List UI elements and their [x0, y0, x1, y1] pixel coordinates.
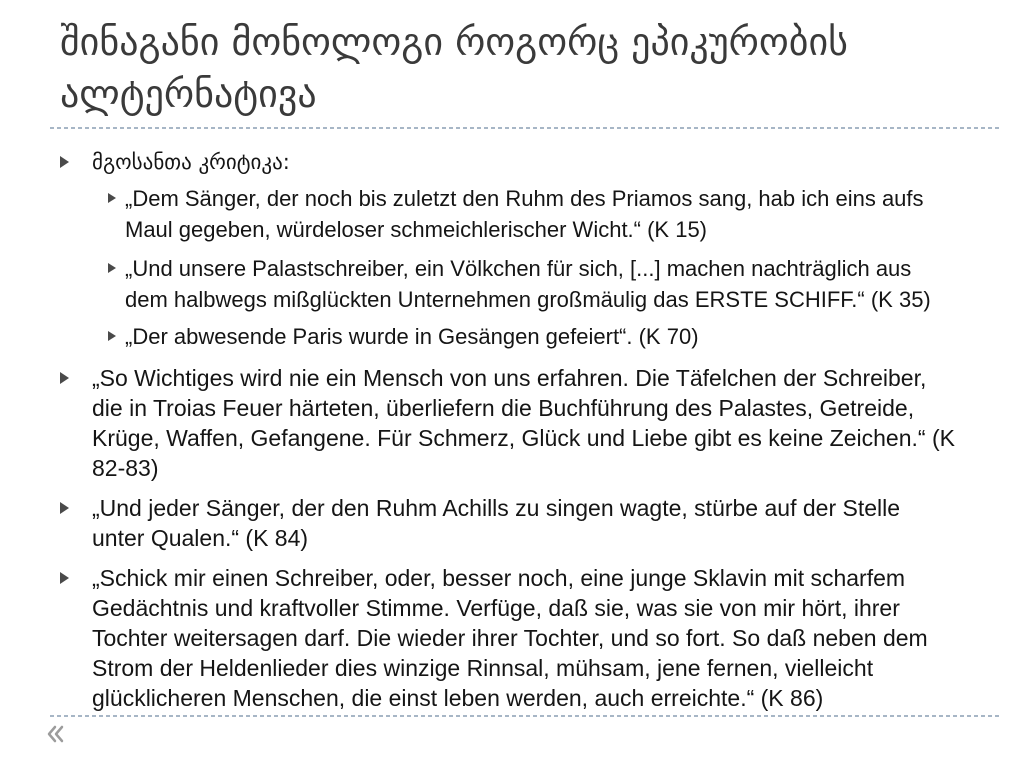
triangle-bullet-icon	[108, 193, 116, 203]
bullet-text-line: მგოსანთა კრიტიკა:	[92, 150, 290, 174]
sub-bullet-item	[0, 183, 1024, 245]
bullet-text-line: glücklicheren Menschen, die einst leben werden, auch erreichte.“ (K 86)	[92, 685, 824, 711]
bullet-text-line: 82-83)	[92, 455, 159, 481]
triangle-bullet-icon	[60, 572, 69, 584]
triangle-bullet-icon	[108, 263, 116, 273]
bullet-text-line: unter Qualen.“ (K 84)	[92, 525, 309, 551]
bullet-text-line: Maul gegeben, würdeloser schmeichlerischer Wicht.“ (K 15)	[125, 216, 708, 242]
bullet-text-line: die in Troias Feuer härteten, überliefern die Buchführung des Palastes, Getreide,	[92, 395, 915, 421]
title-divider	[50, 127, 1000, 129]
sub-bullet-item	[0, 321, 1024, 352]
bullet-text-line: „Der abwesende Paris wurde in Gesängen gefeiert“. (K 70)	[125, 323, 699, 349]
bullet-text-line: Krüge, Waffen, Gefangene. Für Schmerz, Glück und Liebe gibt es keine Zeichen.“ (K	[92, 425, 955, 451]
triangle-bullet-icon	[60, 502, 69, 514]
bullet-text-line: Tochter weitersagen darf. Die wieder ihrer Tochter, und so fort. So daß neben dem	[92, 625, 928, 651]
bullet-text-line: Strom der Heldenlieder dies winzige Rinnsal, mühsam, jene fernen, vielleicht	[92, 655, 874, 681]
bullet-text-line: Gedächtnis und kraftvoller Stimme. Verfüge, daß sie, was sie von mir hört, ihrer	[92, 595, 900, 621]
slide-title: შინაგანი მონოლოგი როგორც ეპიკურობის ალტერნატივა	[60, 20, 848, 116]
triangle-bullet-icon	[60, 156, 69, 168]
bullet-text-line: „Und jeder Sänger, der den Ruhm Achills zu singen wagte, stürbe auf der Stelle	[92, 495, 901, 521]
bullet-text-line: „Und unsere Palastschreiber, ein Völkchen für sich, [...] machen nachträglich aus	[125, 255, 912, 281]
bullet-item	[0, 147, 1024, 177]
triangle-bullet-icon	[108, 331, 116, 341]
slide-body	[0, 147, 1024, 713]
bullet-text-line: „Schick mir einen Schreiber, oder, besser noch, eine junge Sklavin mit scharfem	[92, 565, 906, 591]
bullet-item	[0, 493, 1024, 553]
double-chevron-left-icon	[46, 724, 66, 744]
triangle-bullet-icon	[60, 372, 69, 384]
bullet-item	[0, 563, 1024, 713]
footer-divider	[50, 715, 1000, 717]
bullet-text-line: dem halbwegs mißglückten Unternehmen großmäulig das ERSTE SCHIFF.“ (K 35)	[125, 286, 931, 312]
bullet-text-line: „Dem Sänger, der noch bis zuletzt den Ruhm des Priamos sang, hab ich eins aufs	[125, 185, 924, 211]
sub-bullet-item	[0, 253, 1024, 315]
bullet-text-line: „So Wichtiges wird nie ein Mensch von uns erfahren. Die Täfelchen der Schreiber,	[92, 365, 927, 391]
bullet-item	[0, 363, 1024, 483]
